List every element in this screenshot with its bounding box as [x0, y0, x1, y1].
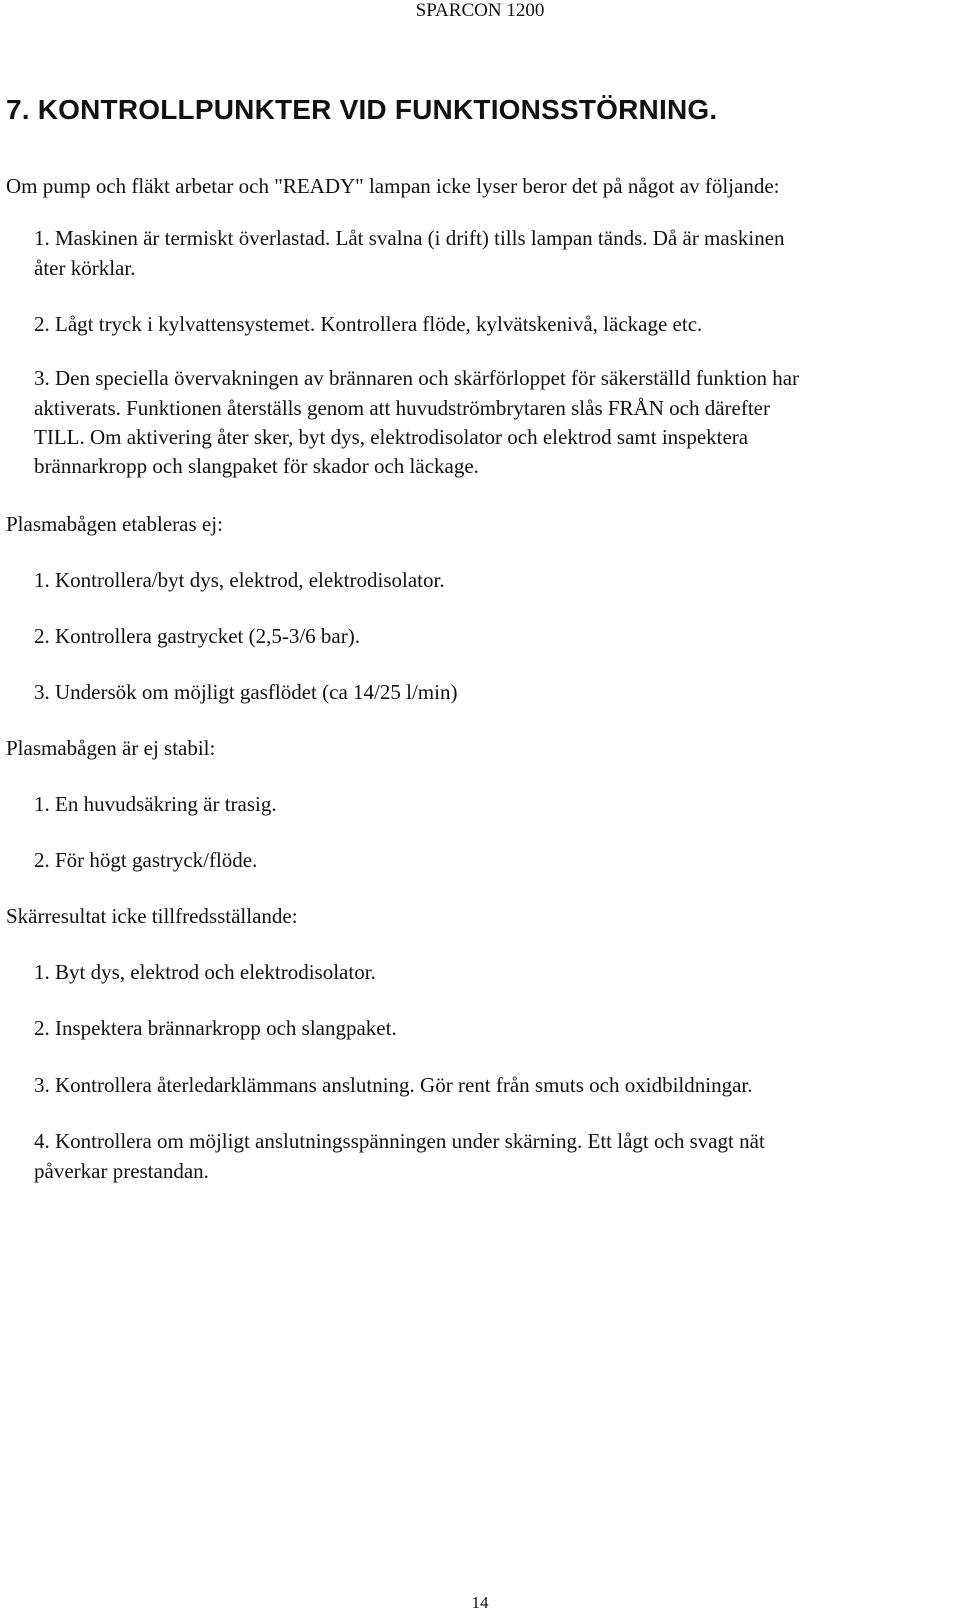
arc-not-established-heading: Plasmabågen etableras ej:	[6, 512, 223, 536]
ready-item-3-line-2: aktiverats. Funktionen återställs genom att huvudströmbrytaren slås FRÅN och därefter	[34, 396, 770, 420]
cut-result-heading: Skärresultat icke tillfredsställande:	[6, 904, 298, 928]
arc-not-established-item-2: 2. Kontrollera gastrycket (2,5-3/6 bar).	[34, 624, 360, 648]
arc-unstable-item-1: 1. En huvudsäkring är trasig.	[34, 792, 277, 816]
running-header: SPARCON 1200	[415, 0, 545, 21]
cut-result-item-3: 3. Kontrollera återledarklämmans anslutning. Gör rent från smuts och oxidbildningar.	[34, 1073, 753, 1097]
ready-item-3-line-4: brännarkropp och slangpaket för skador och läckage.	[34, 454, 479, 478]
arc-unstable-item-2: 2. För högt gastryck/flöde.	[34, 848, 258, 872]
arc-not-established-item-3: 3. Undersök om möjligt gasflödet (ca 14/25 l/min)	[34, 680, 458, 704]
ready-item-3-line-1: 3. Den speciella övervakningen av brännaren och skärförloppet för säkerställd funktion har	[34, 366, 800, 390]
cut-result-item-4-line-2: påverkar prestandan.	[34, 1159, 209, 1183]
ready-item-1-line-2: åter körklar.	[34, 256, 136, 280]
ready-item-3-line-3: TILL. Om aktivering åter sker, byt dys, elektrodisolator och elektrod samt inspektera	[34, 425, 749, 449]
ready-item-2: 2. Lågt tryck i kylvattensystemet. Kontrollera flöde, kylvätskenivå, läckage etc.	[34, 312, 703, 336]
section-title: 7. KONTROLLPUNKTER VID FUNKTIONSSTÖRNING.	[6, 94, 718, 125]
page-number: 14	[471, 1593, 489, 1612]
ready-item-1-line-1: 1. Maskinen är termiskt överlastad. Låt svalna (i drift) tills lampan tänds. Då är maskinen	[34, 226, 785, 250]
arc-unstable-heading: Plasmabågen är ej stabil:	[6, 736, 216, 760]
cut-result-item-4-line-1: 4. Kontrollera om möjligt anslutningsspänningen under skärning. Ett lågt och svagt nät	[34, 1129, 765, 1153]
cut-result-item-1: 1. Byt dys, elektrod och elektrodisolator.	[34, 960, 376, 984]
cut-result-item-2: 2. Inspektera brännarkropp och slangpaket.	[34, 1016, 397, 1040]
arc-not-established-item-1: 1. Kontrollera/byt dys, elektrod, elektrodisolator.	[34, 568, 445, 592]
intro-text: Om pump och fläkt arbetar och "READY" lampan icke lyser beror det på något av följande:	[6, 174, 780, 198]
